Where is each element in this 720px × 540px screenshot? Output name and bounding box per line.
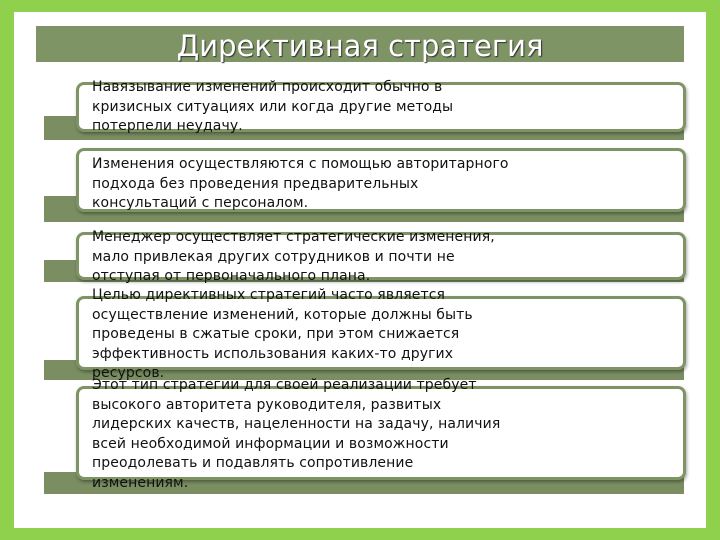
slide-title: Директивная стратегия: [176, 29, 544, 63]
item-text-2: Изменения осуществляются с помощью авторитарного подхода без проведения предварительных консультаций с персоналом.: [92, 156, 509, 211]
item-text-1: Навязывание изменений происходит обычно в кризисных ситуациях или когда другие методы потерпели неудачу.: [92, 79, 454, 134]
item-text-3: Менеджер осуществляет стратегические изменения, мало привлекая других сотрудников и почти не отступая от первоначального плана.: [92, 229, 495, 284]
item-text-5: Этот тип стратегии для своей реализации требует высокого авторитета руководителя, развитых лидерских качеств, нацеленности на задачу, наличия всей необходимой информации и возможности преодолевать и подавлять сопротивление изменениям.: [92, 377, 501, 491]
item-text-4: Целью директивных стратегий часто является осуществление изменений, которые должны быть проведены в сжатые сроки, при этом снижается эффективность использования каких-то других ресурсов.: [92, 287, 473, 381]
